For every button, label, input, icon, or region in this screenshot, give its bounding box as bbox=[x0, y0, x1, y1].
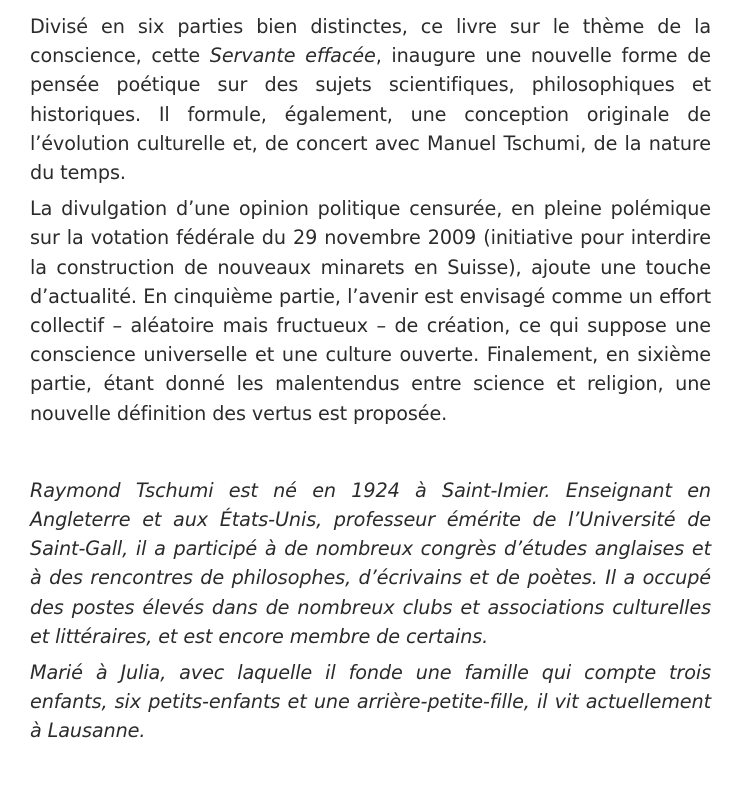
description-paragraph-2: La divulgation d’une opinion politique censurée, en pleine polémique sur la votation fédérale du 29 novembre 2009 (initiative pour interdire la construction de nouveaux minarets en Suisse), ajoute une touche d’actualité. En cinquième partie, l’avenir est envisagé comme un effort collectif – aléatoire mais fructueux – de création, ce qui suppose une conscience universelle et une culture ouverte. Finalement, en sixième partie, étant donné les malentendus entre science et religion, une nouvelle définition des vertus est proposée. bbox=[30, 197, 711, 425]
book-description bbox=[30, 12, 711, 428]
description-p1-start: Divisé en six parties bien distinctes, ce livre sur le thème de la conscience, cette bbox=[30, 15, 711, 68]
book-title: Servante effacée bbox=[209, 44, 376, 68]
description-paragraph-1 bbox=[30, 12, 711, 187]
biography-paragraph-1: Raymond Tschumi est né en 1924 à Saint-Imier. Enseignant en Angleterre et aux États-Unis, professeur émérite de l’Université de Saint-Gall, il a participé à de nombreux congrès d’études anglaises et à des rencontres de philosophes, d’écrivains et de poètes. Il a occupé des postes élevés dans de nombreux clubs et associations culturelles et littéraires, et est encore membre de certains. bbox=[30, 478, 711, 648]
biography-paragraph-2: Marié à Julia, avec laquelle il fonde une famille qui compte trois enfants, six petits-enfants et une arrière-petite-fille, il vit actuellement à Lausanne. bbox=[30, 661, 711, 743]
author-biography bbox=[30, 476, 711, 746]
description-p1-end: , inaugure une nouvelle forme de pensée poétique sur des sujets scientifiques, philosophiques et historiques. Il formule, également, une conception originale de l’évolution culturelle et, de concert avec Manuel Tschumi, de la nature du temps. bbox=[30, 44, 711, 185]
